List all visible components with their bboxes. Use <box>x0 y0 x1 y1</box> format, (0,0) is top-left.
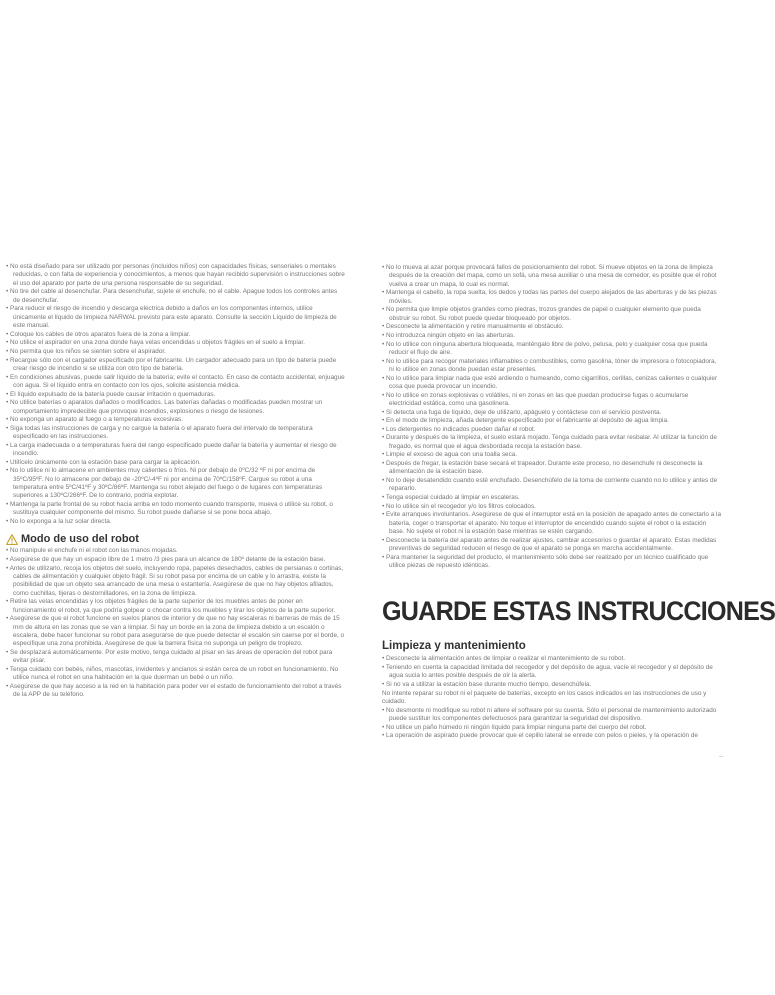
cleaning-maintenance-title: Limpieza y mantenimiento <box>382 640 526 653</box>
list-item: • Antes de utilizarlo, recoja los objetos del suelo, incluyendo ropa, papeles desechados, cables de persianas o cortinas, cables de alimentación y cualquier objeto frágil. Si su robot pasa por encima de un cable y lo arrastra, existe la posibilidad de que un objeto sea arrancado de una mesa o estantería. Asegúrese de que no hay objetos afilados, como cuchillas, tijeras o destornilladores, en la zona de limpieza. <box>6 564 344 597</box>
list-item: • No utilice baterías o aparatos dañados o modificados. Las baterías dañadas o modificadas pueden mostrar un comportamiento impredecible que provoque incendios, explosiones o riesgo de lesiones. <box>6 399 323 415</box>
list-item: • No introduzca ningún objeto en las aberturas. <box>382 331 515 339</box>
list-item: • Durante y después de la limpieza, el suelo estará mojado. Tenga cuidado para evitar resbalar. Al utilizar la función de fregado, es normal que el agua desbordada recoja la estación base. <box>382 434 717 450</box>
left-bullet-list-1 <box>6 263 346 526</box>
list-item: • No permita que los niños se sienten sobre el aspirador. <box>6 347 166 355</box>
list-item: • No manipule el enchufe ni el robot con las manos mojadas. <box>6 547 178 555</box>
list-item: • Desconecte la alimentación antes de limpiar o realizar el mantenimiento de su robot. <box>382 655 626 663</box>
list-item: • La operación de aspirado puede provocar que el cepillo lateral se enrede con pelos o pieles, y la operación de <box>382 732 698 740</box>
list-item: • En el modo de limpieza, añada detergente especificado por el fabricante al depósito de agua limpia. <box>382 417 669 425</box>
page-mark: -- <box>719 754 723 760</box>
list-item: • El líquido expulsado de la batería puede causar irritación o quemaduras. <box>6 390 216 398</box>
list-item: • Desconecte la alimentación y retire manualmente el obstáculo. <box>382 323 564 331</box>
list-item: • No exponga un aparato al fuego o a temperaturas excesivas. <box>6 416 184 424</box>
list-item: • Los detergentes no indicados pueden dañar el robot. <box>382 425 536 433</box>
list-item: • No lo utilice sin el recogedor y/o los filtros colocados. <box>382 502 536 510</box>
list-item: • Desconecte la batería del aparato antes de realizar ajustes, cambiar accesorios o guardar el aparato. Estas medidas preventivas de seguridad reducen el riesgo de que el aparato se ponga en marcha accidentalmente. <box>382 536 717 552</box>
left-bullet-list-2 <box>6 547 346 699</box>
list-item: • No permita que limpie objetos grandes como piedras, trozos grandes de papel o cualquier elemento que pueda obstruir su robot. Su robot puede quedar bloqueado por objetos. <box>382 306 701 322</box>
list-item: • Asegúrese de que hay un espacio libre de 1 metro /3 pies para un alcance de 180º delante de la estación base. <box>6 556 326 564</box>
list-item: • No lo utilice ni lo almacene en ambientes muy calientes o fríos. Ni por debajo de 0ºC/32 ºF ni por encima de 35ºC/95ºF. No lo almacene por debajo de -20ºC/-4ºF ni por encima de 70ºC/158ºF. Cargue su robot a una temperatura entre 5ºC/41ºF y 30ºC/86ºF. Mantenga su robot alejado del fuego o de lugares con temperaturas superiores a 130ºC/266ºF. De lo contrario, podría explotar. <box>6 467 323 500</box>
list-item: • Teniendo en cuenta la capacidad limitada del recogedor y del depósito de agua, vacíe el recogedor y el depósito de agua sucia lo antes posible después de oír la alerta. <box>382 663 713 680</box>
right-bullet-list-3 <box>382 707 722 741</box>
usage-section-header <box>6 533 346 545</box>
list-item: • No lo exponga a la luz solar directa. <box>6 518 112 526</box>
list-item: • No lo deje desatendido cuando esté enchufado. Desenchúfelo de la toma de corriente cuando no lo utilice y antes de repararlo. <box>382 477 718 493</box>
list-item: • Para reducir el riesgo de incendio y descarga eléctrica debido a daños en los componentes internos, utilice únicamente el líquido de limpieza NARWAL previsto para este aparato. Consulte la sección Líquido de limpieza de este manual. <box>6 305 337 329</box>
list-item: • No desmonte ni modifique su robot ni altere el software por su cuenta. Sólo el personal de mantenimiento autorizado puede sustituir los componentes defectuosos para garantizar la seguridad del dispositivo. <box>382 706 717 722</box>
usage-section-title: Modo de uso del robot <box>21 533 139 546</box>
list-item: • No está diseñado para ser utilizado por personas (incluidos niños) con capacidades físicas, sensoriales o mentales reducidas, o con falta de experiencia y conocimientos, a menos que hayan recibido supervisión o instrucciones sobre el uso del aparato por parte de una persona responsable de su seguridad. <box>6 263 345 287</box>
list-item: • Asegúrese de que hay acceso a la red en la habitación para poder ver el estado de funcionamiento del robot a través de la APP de su teléfono. <box>6 682 342 699</box>
save-instructions-title: GUARDE ESTAS INSTRUCCIONES <box>382 596 775 627</box>
list-item: • Siga todas las instrucciones de carga y no cargue la batería o el aparato fuera del intervalo de temperatura especificado en las instrucciones. <box>6 424 313 441</box>
right-bullet-list-2 <box>382 655 722 689</box>
list-item: • Limpie el exceso de agua con una toalla seca. <box>382 451 518 459</box>
list-item: • Evite arranques involuntarios. Asegúrese de que el interruptor está en la posición de apagado antes de conectarlo a la batería, coger o transportar el aparato. No toque el interruptor de encendido cuando sujete el robot o la estación base. No sujete el robot ni la estación base mientras se estén cargando. <box>382 511 722 535</box>
list-item: • Después de fregar, la estación base secará el trapeador. Durante este proceso, no desenchufe ni desconecte la alimentación de la estación base. <box>382 460 703 476</box>
right-column <box>382 264 775 741</box>
list-item: • No utilice el aspirador en una zona donde haya velas encendidas u objetos frágiles en el suelo a limpiar. <box>6 339 305 347</box>
list-item: • No tire del cable al desenchufar. Para desenchufar, sujete el enchufe, no el cable. Apague todos los controles antes de desenchufar. <box>6 288 338 304</box>
list-item: • No lo utilice en zonas explosivas o volátiles, ni en zonas en las que puedan producirse fugas o acumularse electricidad estática, como una gasolinera. <box>382 391 689 407</box>
list-item: • Utilícelo únicamente con la estación base para cargar la aplicación. <box>6 458 201 466</box>
list-item: • Si no va a utilizar la estación base durante mucho tiempo, desenchúfela. <box>382 680 592 688</box>
right-bullet-list-1 <box>382 264 722 570</box>
list-item: • La carga inadecuada o a temperaturas fuera del rango especificado puede dañar la batería y aumentar el riesgo de incendio. <box>6 441 337 458</box>
list-item: • No lo utilice para recoger materiales inflamables o combustibles, como gasolina, tóner de impresora o fotocopiadora, ni lo utilice en zonas donde puedan estar presentes. <box>382 357 717 373</box>
list-item: • Mantenga la parte frontal de su robot hacia arriba en todo momento cuando transporte, mueva o utilice su robot, o sustituya cualquier componente del mismo. Su robot puede dañarse si se pone boca abajo. <box>6 501 333 517</box>
list-item: • No lo utilice con ninguna abertura bloqueada, manténgalo libre de polvo, pelusa, pelo y cualquier cosa que pueda reducir el flujo de aire. <box>382 340 708 356</box>
list-item: • Retire las velas encendidas y los objetos frágiles de la parte superior de los muebles antes de poner en funcionamiento el robot, ya que podría golpear o chocar contra los muebles y tirar los objetos de la parte superior. <box>6 598 336 614</box>
list-item: • Asegúrese de que el robot funcione en suelos planos de interior y de que no hay escaleras ni barreras de más de 15 mm de altura en las zonas que se van a limpiar. Si hay un borde en la zona de limpieza debido a un escalón o escalera, debe hacer funcionar su robot para asegurarse de que puede detectar el escalón sin caerse por el borde, o especifique una zona prohibida. Asegúrese de que la barrera física no suponga un peligro de tropiezo. <box>6 615 345 648</box>
list-item: • Recargue sólo con el cargador especificado por el fabricante. Un cargador adecuado para un tipo de batería puede crear riesgo de incendio si se utiliza con otro tipo de batería. <box>6 356 337 372</box>
repair-note: No intente reparar su robot ni el paquete de baterías, excepto en los casos indicados en las instrucciones de uso y cuidado. <box>382 689 707 705</box>
list-item: • Coloque los cables de otros aparatos fuera de la zona a limpiar. <box>6 330 191 338</box>
list-item: • No utilice un paño húmedo ni ningún líquido para limpiar ninguna parte del cuerpo del robot. <box>382 723 647 731</box>
warning-triangle-icon <box>6 534 18 545</box>
list-item: • Tenga especial cuidado al limpiar en escaleras. <box>382 494 520 502</box>
list-item: • En condiciones abusivas, puede salir líquido de la batería; evite el contacto. En caso de contacto accidental, enjuague con agua. Si el líquido entra en contacto con los ojos, solicite asistencia médica. <box>6 373 345 389</box>
list-item: • Para mantener la seguridad del producto, el mantenimiento sólo debe ser realizado por un técnico cualificado que utilice piezas de repuesto idénticas. <box>382 553 709 569</box>
list-item: • No lo mueva al azar porque provocará fallos de posicionamiento del robot. Si mueve objetos en la zona de limpieza después de la creación del mapa, como un sofá, una mesa auxiliar o una mesa de comedor, es posible que el robot vuelva a crear un mapa, lo cual es normal. <box>382 264 717 288</box>
left-column <box>6 263 346 700</box>
list-item: • Tenga cuidado con bebés, niños, mascotas, invidentes y ancianos si están cerca de un robot en funcionamiento. No utilice nunca el robot en una habitación en la que duerman un bebé o un niño. <box>6 666 339 682</box>
list-item: • Si detecta una fuga de líquido, deje de utilizarlo, apáguelo y contáctese con el servicio postventa. <box>382 408 662 416</box>
list-item: • No lo utilice para limpiar nada que esté ardiendo o humeando, como cigarrillos, cerillas, cenizas calientes o cualquier cosa que pueda provocar un incendio. <box>382 374 718 390</box>
list-item: • Mantenga el cabello, la ropa suelta, los dedos y todas las partes del cuerpo alejados de las aberturas y de las piezas móviles. <box>382 289 717 305</box>
list-item: • Se desplazará automáticamente. Por este motivo, tenga cuidado al pisar en las áreas de operación del robot para evitar pisar. <box>6 649 333 665</box>
